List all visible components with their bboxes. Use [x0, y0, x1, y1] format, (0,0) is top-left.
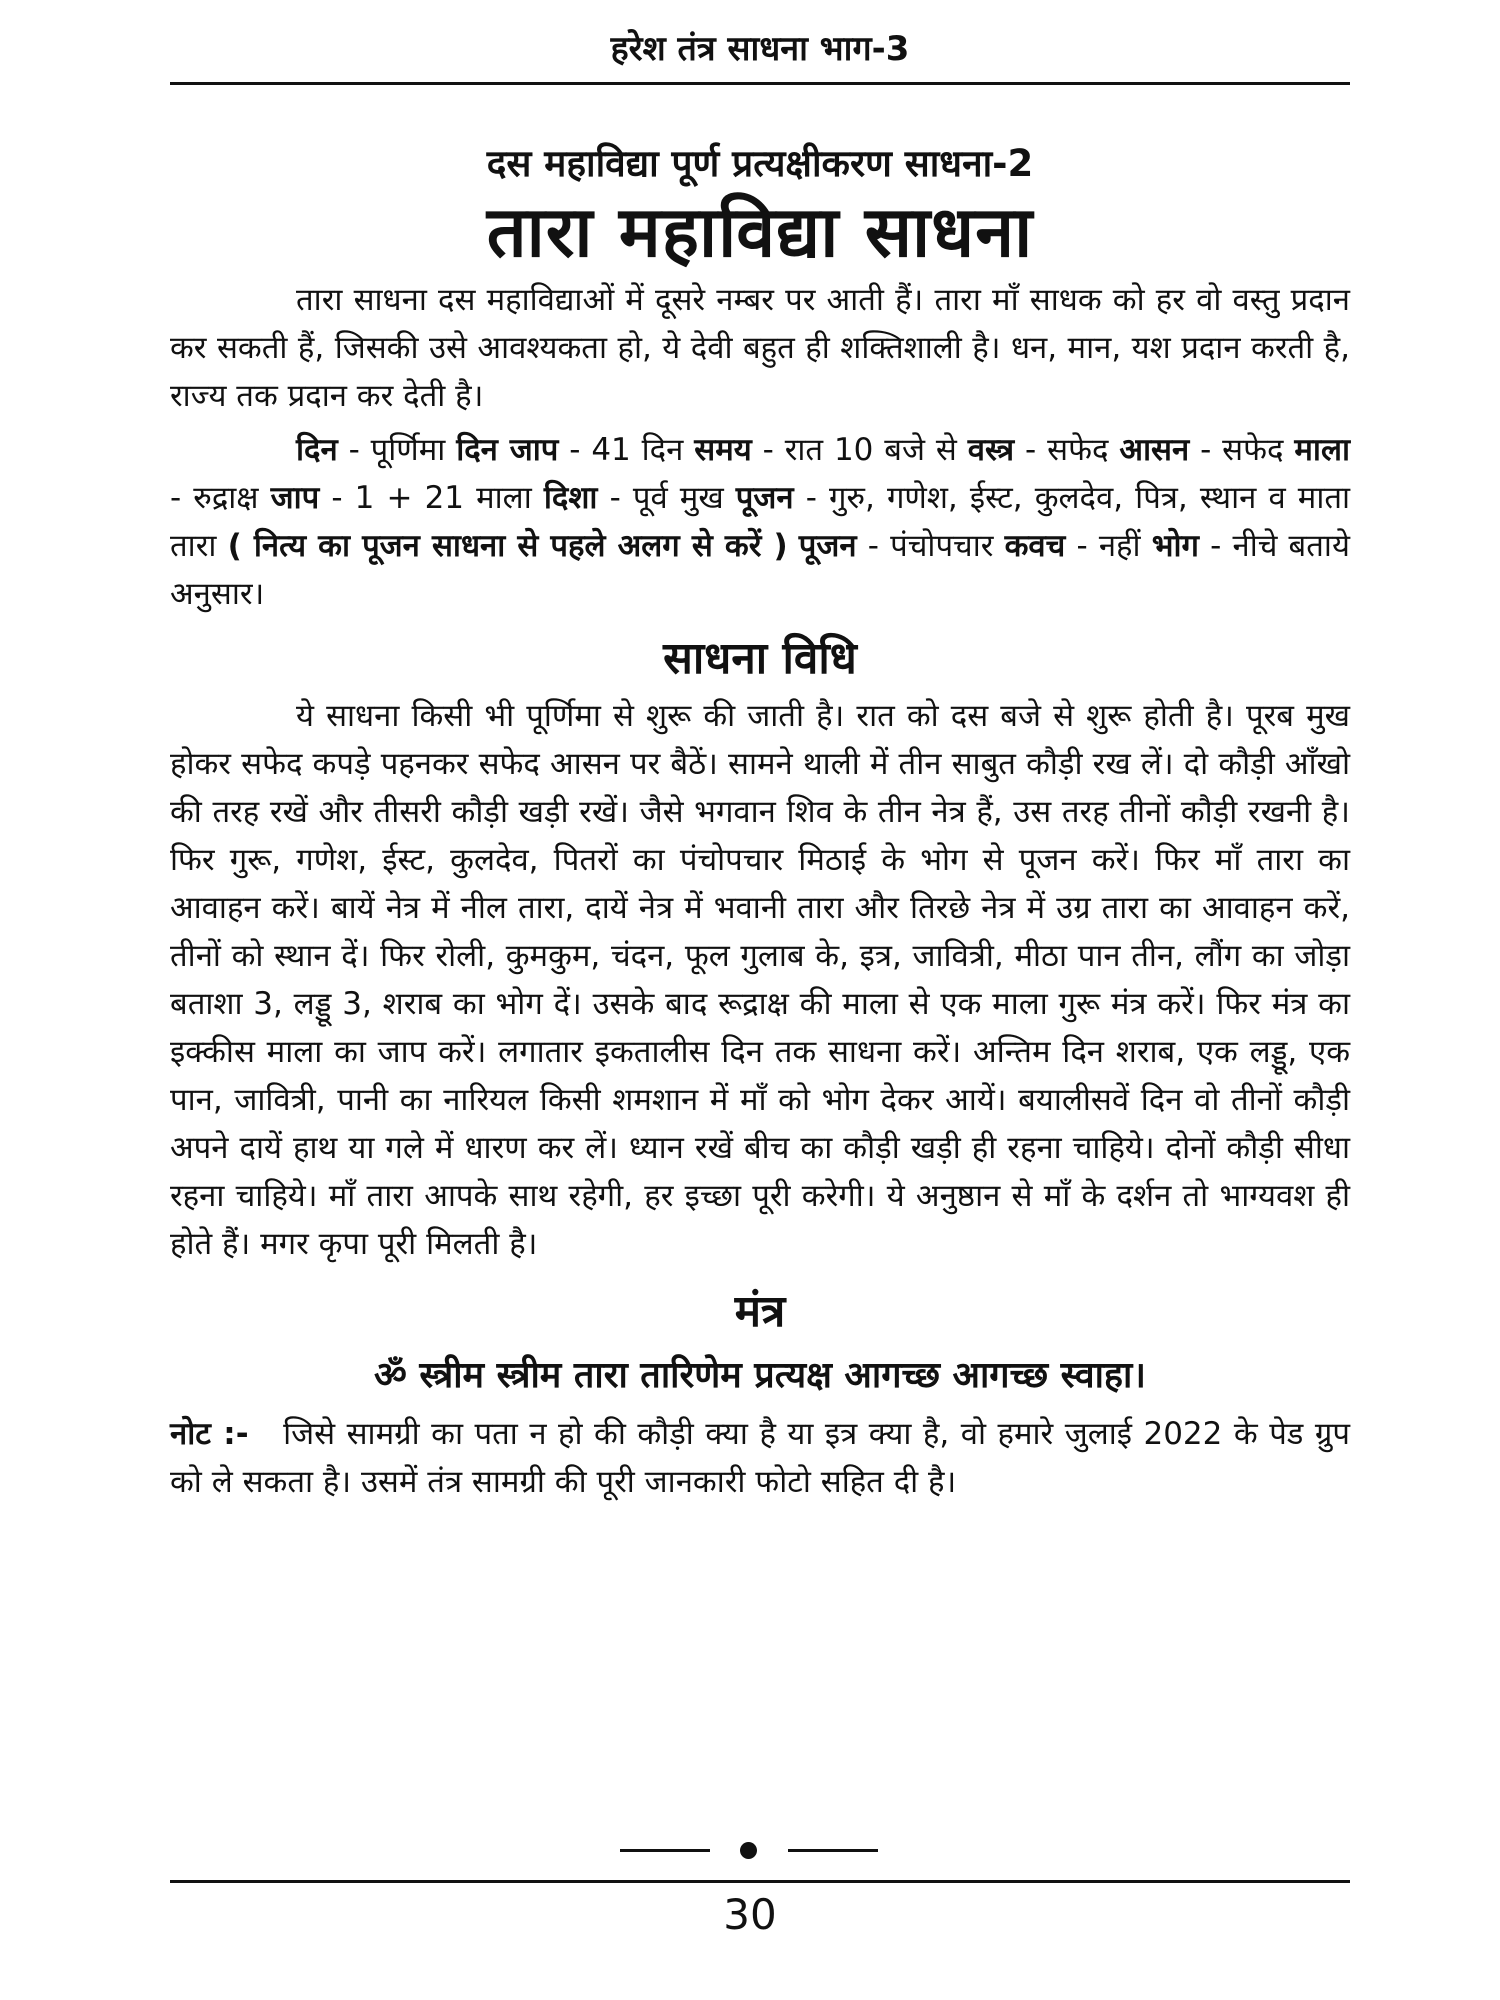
japa-value: - 1 + 21 माला [331, 480, 532, 516]
note-paragraph [170, 1410, 1350, 1506]
kavach-label: कवच [1004, 528, 1066, 564]
japa-label: जाप [270, 480, 320, 516]
running-head: हरेश तंत्र साधना भाग-3 [610, 29, 910, 69]
day-label: दिन [296, 432, 338, 468]
direction-label: दिशा [543, 480, 598, 516]
bhog-value: - नीचे बताये अनुसार। [170, 528, 1350, 612]
page-content [170, 140, 1350, 1506]
note-text: जिसे सामग्री का पता न हो की कौड़ी क्या है या इत्र क्या है, वो हमारे जुलाई 2022 के पेड ग्रुप को ले सकता है। उसमें तंत्र सामग्री की पूरी जानकारी फोटो सहित दी है। [170, 1416, 1350, 1500]
ornament-dash-left [620, 1849, 710, 1852]
kavach-value: - नहीं [1076, 528, 1141, 564]
puja-note: ( नित्य का पूजन साधना से पहले अलग से करें ) [227, 528, 788, 564]
end-ornament [620, 1840, 880, 1860]
puja-value: - गुरु, गणेश, ईस्ट, कुलदेव, पित्र, स्थान व माता तारा [170, 480, 1351, 564]
header-rule [170, 82, 1350, 85]
puja2-value: - पंचोपचार [867, 528, 994, 564]
puja-label: पूजन [735, 480, 794, 516]
puja2-label: पूजन [798, 528, 857, 564]
mantra-heading: मंत्र [734, 1286, 786, 1337]
seat-label: आसन [1119, 432, 1190, 468]
mantra-text: ॐ स्त्रीम स्त्रीम तारा तारिणेम प्रत्यक्ष आगच्छ आगच्छ स्वाहा। [373, 1355, 1147, 1396]
chapter-title: तारा महाविद्या साधना [486, 191, 1034, 273]
intro-paragraph: तारा साधना दस महाविद्याओं में दूसरे नम्बर पर आती हैं। तारा माँ साधक को हर वो वस्तु प्रदान कर सकती हैं, जिसकी उसे आवश्यकता हो, ये देवी बहुत ही शक्तिशाली है। धन, मान, यश प्रदान करती है, राज्य तक प्रदान कर देती है। [170, 282, 1350, 414]
mala-value: - रुद्राक्ष [170, 480, 259, 516]
method-paragraph: ये साधना किसी भी पूर्णिमा से शुरू की जाती है। रात को दस बजे से शुरू होती है। पूरब मुख होकर सफेद कपड़े पहनकर सफेद आसन पर बैठें। सामने थाली में तीन साबुत कौड़ी रख लें। दो कौड़ी आँखो की तरह रखें और तीसरी कौड़ी खड़ी रखें। जैसे भगवान शिव के तीन नेत्र हैं, उस तरह तीनों कौड़ी रखनी है। फिर गुरू, गणेश, ईस्ट, कुलदेव, पितरों का पंचोपचार मिठाई के भोग से पूजन करें। फिर माँ तारा का आवाहन करें। बायें नेत्र में नील तारा, दायें नेत्र में भवानी तारा और तिरछे नेत्र में उग्र तारा का आवाहन करें, तीनों को स्थान दें। फिर रोली, कुमकुम, चंदन, फूल गुलाब के, इत्र, जावित्री, मीठा पान तीन, लौंग का जोड़ा बताशा 3, लड्डू 3, शराब का भोग दें। उसके बाद रूद्राक्ष की माला से एक माला गुरू मंत्र करें। फिर मंत्र का इक्कीस माला का जाप करें। लगातार इकतालीस दिन तक साधना करें। अन्तिम दिन शराब, एक लड्डू, एक पान, जावित्री, पानी का नारियल किसी शमशान में माँ को भोग देकर आयें। बयालीसवें दिन वो तीनों कौड़ी अपने दायें हाथ या गले में धारण कर लें। ध्यान रखें बीच का कौड़ी खड़ी ही रहना चाहिये। दोनों कौड़ी सीधा रहना चाहिये। माँ तारा आपके साथ रहेगी, हर इच्छा पूरी करेगी। ये अनुष्ठान से माँ के दर्शन तो भाग्यवश ही होते हैं। मगर कृपा पूरी मिलती है। [170, 698, 1350, 1262]
direction-value: - पूर्व मुख [609, 480, 724, 516]
chapter-subtitle: दस महाविद्या पूर्ण प्रत्यक्षीकरण साधना-2 [486, 142, 1034, 185]
method-heading: साधना विधि [663, 633, 857, 684]
seat-value: - सफेद [1200, 432, 1284, 468]
bhog-label: भोग [1151, 528, 1199, 564]
page-number: 30 [723, 1890, 777, 1939]
japa-days-value: - 41 दिन [569, 432, 684, 468]
clothes-value: - सफेद [1025, 432, 1109, 468]
ornament-dash-right [788, 1849, 878, 1852]
japa-days-label: दिन जाप [456, 432, 559, 468]
time-label: समय [694, 432, 752, 468]
time-value: - रात 10 बजे से [762, 432, 957, 468]
footer-rule [170, 1880, 1350, 1883]
mala-label: माला [1294, 432, 1350, 468]
details-paragraph [170, 426, 1350, 618]
ornament-dot [740, 1842, 757, 1859]
day-value: - पूर्णिमा [348, 432, 446, 468]
note-label: नोट :- [170, 1416, 249, 1452]
clothes-label: वस्त्र [967, 432, 1015, 468]
